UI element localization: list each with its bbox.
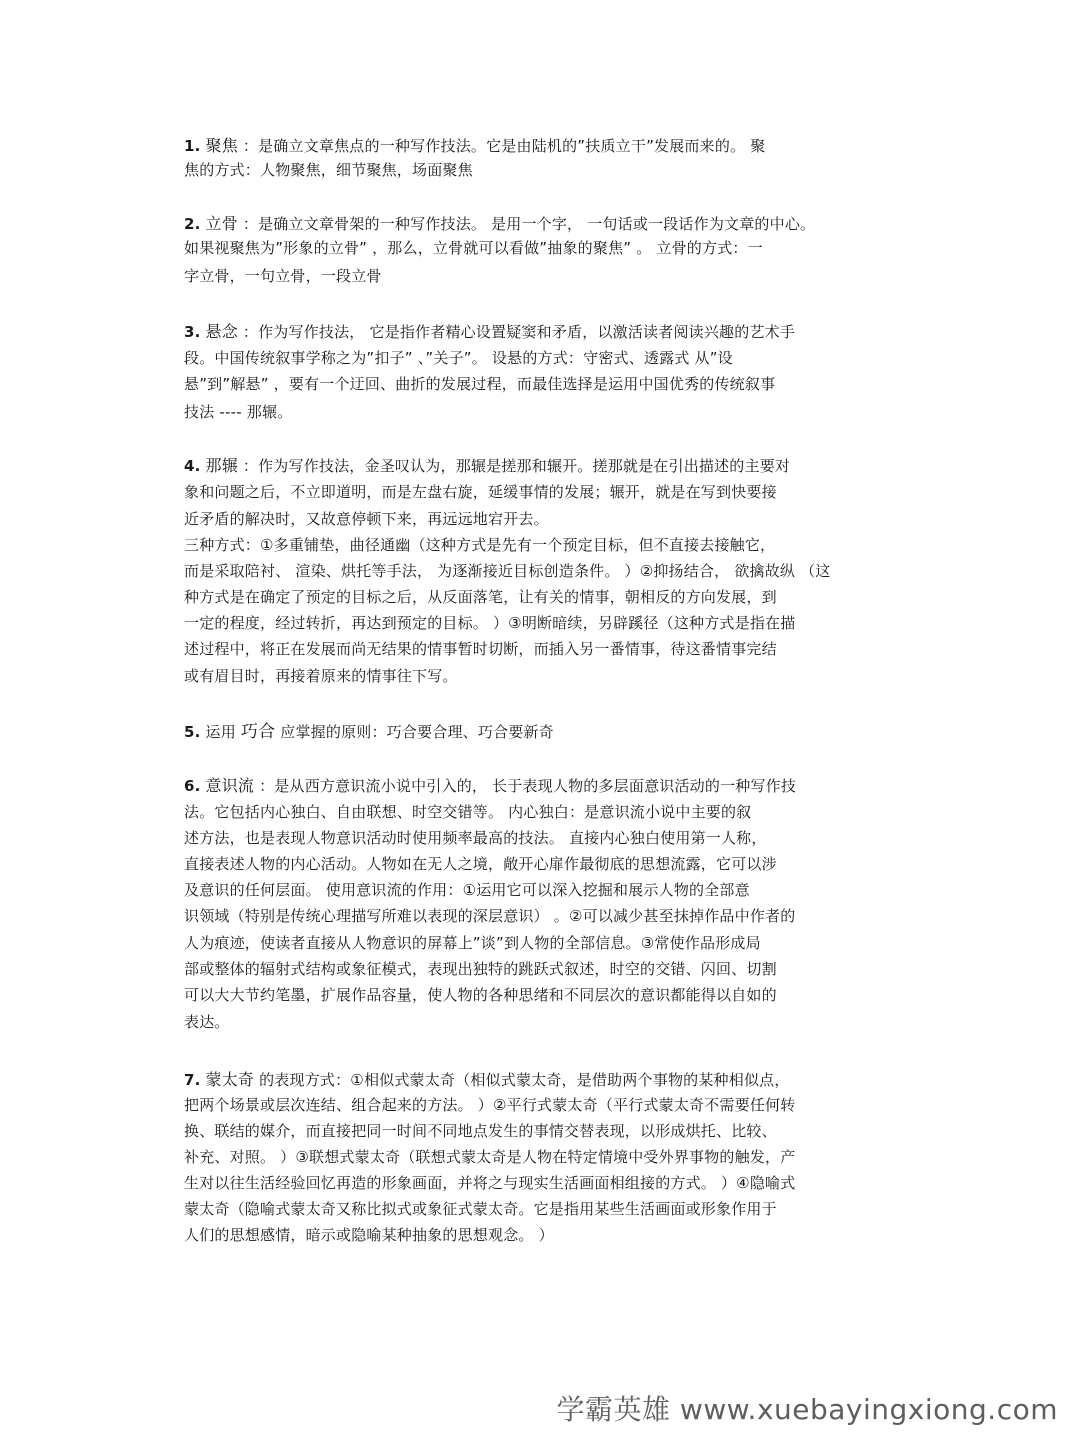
section-term: 立骨 — [205, 214, 238, 233]
section-number: 2. — [184, 215, 201, 233]
section-line: 把两个场景或层次连结、组合起来的方法。 ）②平行式蒙太奇（平行式蒙太奇不需要任何转 — [184, 1096, 796, 1114]
section-line: 象和问题之后，不立即道明，而是左盘右旋，延缓事情的发展；辗开，就是在写到快要接 — [184, 483, 777, 501]
section-line — [184, 722, 554, 742]
section-line: 技法 ---- 那辗。 — [184, 403, 293, 421]
section-line: 三种方式：①多重铺垫，曲径通幽（这种方式是先有一个预定目标，但不直接去接触它， — [184, 536, 776, 554]
section-line: 字立骨，一句立骨，一段立骨 — [184, 267, 382, 285]
section-line: 一定的程度，经过转折，再达到预定的目标。 ）③明断暗续，另辟蹊径（这种方式是指在描 — [184, 614, 796, 632]
section-line — [184, 456, 790, 476]
section-line: 种方式是在确定了预定的目标之后，从反面落笔，让有关的情事，朝相反的方向发展，到 — [184, 588, 777, 606]
section-line: 表达。 — [184, 1013, 230, 1031]
section-term: 蒙太奇 — [205, 1070, 255, 1089]
section-number: 3. — [184, 323, 201, 341]
section-lead: 运用 — [205, 723, 236, 741]
section-line: 人为痕迹，使读者直接从人物意识的屏幕上”谈”到人物的全部信息。③常使作品形成局 — [184, 934, 761, 952]
section-line: 蒙太奇（隐喻式蒙太奇又称比拟式或象征式蒙太奇。它是指用某些生活画面或形象作用于 — [184, 1200, 777, 1218]
section-number: 6. — [184, 777, 201, 795]
section-line — [184, 1070, 790, 1090]
section-term: 巧合 — [240, 722, 276, 742]
section-line: 如果视聚焦为”形象的立骨” ，那么，立骨就可以看做”抽象的聚焦” 。 立骨的方式：一 — [184, 239, 763, 257]
section-term: 悬念 — [205, 322, 238, 341]
section-term: 聚焦 — [205, 136, 238, 155]
section-line: 部或整体的辐射式结构或象征模式，表现出独特的跳跃式叙述，时空的交错、闪回、切割 — [184, 960, 777, 978]
section-line: 焦的方式：人物聚焦，细节聚焦，场面聚焦 — [184, 161, 473, 179]
section-line: 人们的思想感情，暗示或隐喻某种抽象的思想观念。 ） — [184, 1226, 554, 1244]
section-line: 述方法，也是表现人物意识活动时使用频率最高的技法。 直接内心独白使用第一人称， — [184, 829, 767, 847]
section-term: 意识流 — [205, 776, 255, 795]
watermark: 学霸英雄 www.xuebayingxiong.com — [556, 1393, 1058, 1426]
section-text: 应掌握的原则：巧合要合理、巧合要新奇 — [280, 723, 554, 741]
section-line: 法。它包括内心独白、自由联想、时空交错等。 内心独白：是意识流小说中主要的叙 — [184, 803, 752, 821]
section-text: ：是从西方意识流小说中引入的， 长于表现人物的多层面意识活动的一种写作技 — [259, 777, 797, 795]
section-number: 4. — [184, 457, 201, 475]
section-line: 近矛盾的解决时，又故意停顿下来，再远远地宕开去。 — [184, 510, 549, 528]
section-line — [184, 136, 765, 156]
section-line — [184, 776, 796, 796]
section-line: 可以大大节约笔墨，扩展作品容量，使人物的各种思绪和不同层次的意识都能得以自如的 — [184, 986, 777, 1004]
section-line: 悬”到”解悬” ，要有一个迂回、曲折的发展过程，而最佳选择是运用中国优秀的传统叙事 — [184, 375, 776, 393]
section-line: 而是采取陪衬、 渲染、烘托等手法， 为逐渐接近目标创造条件。 ）②抑扬结合， 欲擒故纵 （这 — [184, 562, 831, 580]
section-number: 5. — [184, 723, 201, 741]
section-line: 或有眉目时，再接着原来的情事往下写。 — [184, 667, 458, 685]
section-line — [184, 214, 815, 234]
section-term: 那辗 — [205, 456, 238, 475]
section-line — [184, 322, 795, 342]
section-line: 生对以往生活经验回忆再造的形象画面，并将之与现实生活画面相组接的方式。 ）④隐喻式 — [184, 1174, 796, 1192]
section-line: 补充、对照。 ）③联想式蒙太奇（联想式蒙太奇是人物在特定情境中受外界事物的触发，产 — [184, 1148, 796, 1166]
section-line: 述过程中，将正在发展而尚无结果的情事暂时切断，而插入另一番情事，待这番情事完结 — [184, 640, 777, 658]
section-number: 7. — [184, 1071, 201, 1089]
section-text: ：作为写作技法，金圣叹认为，那辗是搓那和辗开。搓那就是在引出描述的主要对 — [242, 457, 791, 475]
section-line: 直接表述人物的内心活动。人物如在无人之境，敞开心扉作最彻底的思想流露，它可以涉 — [184, 855, 777, 873]
section-line: 段。中国传统叙事学称之为”扣子” 、”关子”。 设悬的方式：守密式、透露式 从”设 — [184, 349, 733, 367]
section-line: 识领域（特别是传统心理描写所难以表现的深层意识） 。②可以减少甚至抹掉作品中作者的 — [184, 907, 796, 925]
section-text: ：是确立文章骨架的一种写作技法。 是用一个字， 一句话或一段话作为文章的中心。 — [242, 215, 816, 233]
section-text: 的表现方式：①相似式蒙太奇（相似式蒙太奇，是借助两个事物的某种相似点， — [259, 1071, 790, 1089]
section-line: 换、联结的媒介，而直接把同一时间不同地点发生的事情交替表现，以形成烘托、比较、 — [184, 1122, 777, 1140]
section-text: ：作为写作技法， 它是指作者精心设置疑窦和矛盾，以激活读者阅读兴趣的艺术手 — [242, 323, 796, 341]
section-number: 1. — [184, 137, 201, 155]
section-line: 及意识的任何层面。 使用意识流的作用：①运用它可以深入挖掘和展示人物的全部意 — [184, 881, 750, 899]
section-text: ：是确立文章焦点的一种写作技法。它是由陆机的”扶质立干”发展而来的。 聚 — [242, 137, 766, 155]
